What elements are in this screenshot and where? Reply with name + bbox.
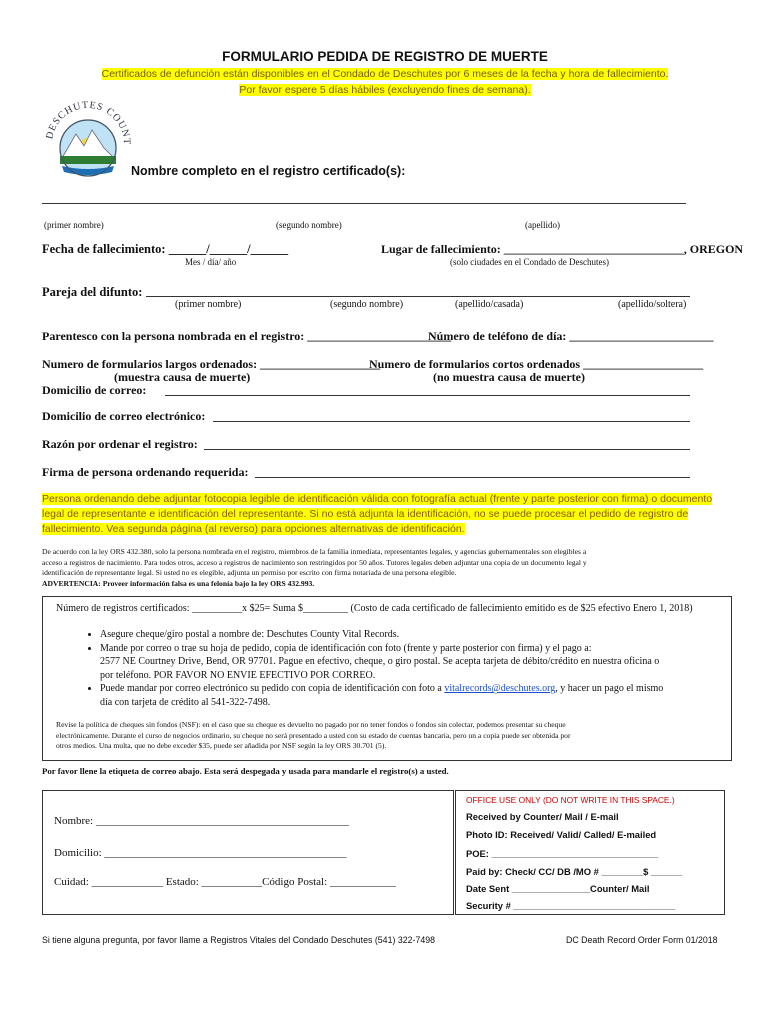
spouse-first-hint: (primer nombre)	[175, 299, 242, 310]
short-forms-hint: (no muestra causa de muerte)	[433, 370, 585, 384]
full-name-line[interactable]	[42, 203, 686, 204]
office-use-header: OFFICE USE ONLY (DO NOT WRITE IN THIS SPACE.)	[466, 795, 675, 805]
office-received: Received by Counter/ Mail / E-mail	[466, 811, 619, 822]
payment-instructions: • Asegure cheque/giro postal a nombre de: Deschutes County Vital Records. • Mande por correo o trae su hoja de pedido, copia de identificación con foto (frente y parte posterior con firma) y el pago a: 2577 NE Courtney Drive, Bend, OR 97701. Pague en efectivo, cheque, o giro postal. Se acepta tarjeta de débito/crédito en nuestra oficina o por teléfono. POR FAVOR NO ENVIE EFECTIVO POR CORREO. • Puede mandar por correo electrónico su pedido con copia de identificación con foto a vitalrecords@deschutes.org, y hacer un pago el mismo día con tarjeta de crédito al 541-322-7498.	[80, 628, 720, 710]
legal-eligibility: De acuerdo con la ley ORS 432.380, solo la persona nombrada en el registro, miembros de la familia inmediata, representantes legales, y agencias gubernamentales son elegibles a acceso a registros de nacimiento. Para todos otros, acceso a registros de nacimiento son restringidos por 50 años. Tutores legales deben adjuntar una copia de un documento legal y identificación de representante legal. Si usted no es elegible, adjunta un permiso por escrito con firma notariada de una persona elegible. ADVERTENCIA: Proveer información falsa es una felonía bajo la ley ORS 432.993.	[42, 547, 587, 588]
spouse-middle-hint: (segundo nombre)	[330, 299, 404, 310]
last-name-hint: (apellido)	[525, 220, 560, 230]
spouse-single-hint: (apellido/soltera)	[618, 299, 687, 310]
signature-label: Firma de persona ordenando requerida:	[42, 465, 249, 479]
spouse-label: Pareja del difunto:	[42, 285, 143, 299]
spouse-line[interactable]	[146, 296, 690, 297]
reason-label: Razón por ordenar el registro:	[42, 437, 198, 451]
death-place-field[interactable]: Lugar de fallecimiento: ______________________________, OREGON	[381, 242, 744, 256]
long-forms-field[interactable]: Numero de formularios largos ordenados: ____________________	[42, 357, 381, 371]
office-poe: POE: ________________________________	[466, 848, 659, 859]
mailing-address-line[interactable]	[165, 395, 690, 396]
reason-line[interactable]	[204, 449, 690, 450]
mailing-label-note: Por favor llene la etiqueta de correo abajo. Esta será despegada y usada para mandarle el registro(s) a usted.	[42, 766, 449, 776]
email-line[interactable]	[213, 421, 690, 422]
svg-text:DESCHUTES COUNTY: DESCHUTES COUNT	[44, 99, 133, 146]
death-date-hint: Mes / día/ año	[185, 257, 237, 267]
death-place-hint: (solo ciudades en el Condado de Deschutes)	[450, 257, 609, 267]
death-date-field[interactable]: Fecha de fallecimiento: ______/______/______	[42, 242, 289, 256]
office-paid-by: Paid by: Check/ CC/ DB /MO # ________$ ______	[466, 866, 683, 877]
availability-note-1: Certificados de defunción están disponibles en el Condado de Deschutes por 6 meses de la fecha y hora de fallecimiento.	[101, 68, 669, 80]
label-address-field[interactable]: Domicilio: ____________________________________________	[54, 847, 347, 859]
office-photo-id: Photo ID: Received/ Valid/ Called/ E-mailed	[466, 829, 657, 840]
office-date-sent: Date Sent _______________Counter/ Mail	[466, 883, 650, 894]
office-security: Security # _______________________________	[466, 900, 676, 911]
availability-note-2: Por favor espere 5 días hábiles (excluyendo fines de semana).	[239, 84, 531, 96]
email-label: Domicilio de correo electrónico:	[42, 409, 206, 423]
short-forms-field[interactable]: Numero de formularios cortos ordenados ____________________	[369, 357, 704, 371]
spouse-married-hint: (apellido/casada)	[455, 299, 524, 310]
long-forms-hint: (muestra causa de muerte)	[114, 370, 251, 384]
footer-contact: Si tiene alguna pregunta, por favor llame a Registros Vitales del Condado Deschutes (541) 322-7498	[42, 935, 436, 945]
footer-form-id: DC Death Record Order Form 01/2018	[566, 935, 718, 945]
certificate-count-field[interactable]: Número de registros certificados: __________x $25= Suma $_________ (Costo de cada certificado de fallecimiento emitido es de $25 efectivo Enero 1, 2018)	[56, 603, 693, 614]
form-title: FORMULARIO PEDIDA DE REGISTRO DE MUERTE	[222, 49, 548, 64]
signature-line[interactable]	[255, 477, 690, 478]
label-city-state-zip-field[interactable]: Cuidad: _____________ Estado: ___________Código Postal: ____________	[54, 876, 396, 888]
phone-field[interactable]: Número de teléfono de día: ________________________	[428, 329, 714, 343]
relationship-field[interactable]: Parentesco con la persona nombrada en el registro: ________________________	[42, 329, 452, 343]
label-name-field[interactable]: Nombre: ______________________________________________	[54, 815, 349, 827]
nsf-policy: Revise la política de cheques sin fondos (NSF): en el caso que su cheque es devuelto no pagado por no tener fondos o fondos sin colectar, podemos presentar su cheque electrónicamente. Durante el curso de negocios ordinario, su cheque no será presentado a usted con su estado de cuentas bancaria, pero un a copia puede ser obtenida por otros medios. Una multa, que no debe exceder $35, puede ser añadida por NSF según la ley ORS 30.701 (5).	[56, 720, 571, 751]
county-logo	[38, 92, 138, 182]
mailing-address-label: Domicilio de correo:	[42, 383, 147, 397]
id-notice: Persona ordenando debe adjuntar fotocopia legible de identificación válida con fotografía actual (frente y parte posterior con firma) o documento legal de representante e identificación del representante. Si no está adjunta la identificación, no se puede procesar el pedido de registro de fallecimiento. Vea segunda página (al reverso) para opciones alternativas de identificación.	[42, 493, 713, 535]
vital-records-email-link[interactable]: vitalrecords@deschutes.org	[444, 683, 556, 695]
first-name-hint: (primer nombre)	[44, 220, 104, 230]
middle-name-hint: (segundo nombre)	[276, 220, 342, 230]
full-name-heading: Nombre completo en el registro certificado(s):	[131, 164, 406, 178]
